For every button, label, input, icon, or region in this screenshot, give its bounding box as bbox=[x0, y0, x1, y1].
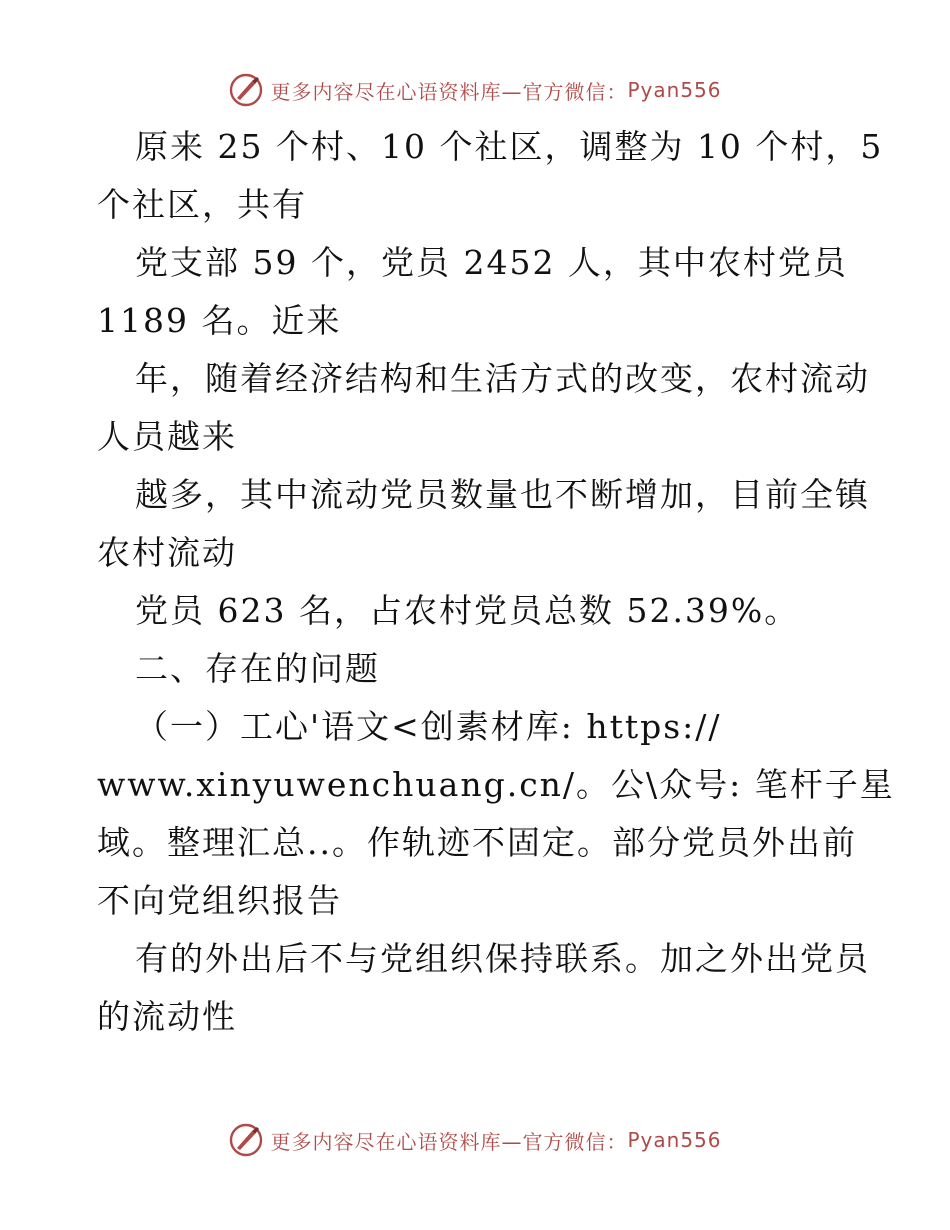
body-line: （一）工心'语文<创素材库: https:// bbox=[135, 707, 722, 746]
body-line: 党支部 59 个，党员 2452 人，其中农村党员 bbox=[135, 243, 848, 282]
section-heading: 二、存在的问题 bbox=[135, 649, 380, 688]
quill-logo-icon bbox=[228, 1122, 264, 1158]
banner-wechat-id: Pyan556 bbox=[627, 78, 722, 102]
body-line: 个社区，共有 bbox=[97, 185, 307, 224]
body-line: 原来 25 个村、10 个社区，调整为 10 个村，5 bbox=[135, 127, 884, 166]
body-line: 不向党组织报告 bbox=[97, 881, 342, 920]
banner-text: 更多内容尽在心语资料库—官方微信： bbox=[270, 79, 628, 104]
body-line: 越多，其中流动党员数量也不断增加，目前全镇 bbox=[135, 475, 870, 514]
banner-wechat-id: Pyan556 bbox=[627, 1128, 722, 1152]
body-line: 农村流动 bbox=[97, 533, 237, 572]
banner-text: 更多内容尽在心语资料库—官方微信： bbox=[270, 1129, 628, 1154]
footer-banner bbox=[0, 1118, 950, 1162]
body-line: 1189 名。近来 bbox=[97, 301, 342, 340]
header-banner bbox=[0, 68, 950, 112]
body-line: 党员 623 名，占农村党员总数 52.39%。 bbox=[135, 591, 800, 630]
quill-logo-icon bbox=[228, 72, 264, 108]
body-line: 年，随着经济结构和生活方式的改变，农村流动 bbox=[135, 359, 870, 398]
body-line: 的流动性 bbox=[97, 997, 237, 1036]
body-line: www.xinyuwenchuang.cn/。公\众号: 笔杆子星 bbox=[97, 765, 895, 804]
body-line: 有的外出后不与党组织保持联系。加之外出党员 bbox=[135, 939, 870, 978]
body-line: 人员越来 bbox=[97, 417, 237, 456]
document-body bbox=[97, 118, 895, 1046]
body-line: 域。整理汇总..。作轨迹不固定。部分党员外出前 bbox=[97, 823, 857, 862]
